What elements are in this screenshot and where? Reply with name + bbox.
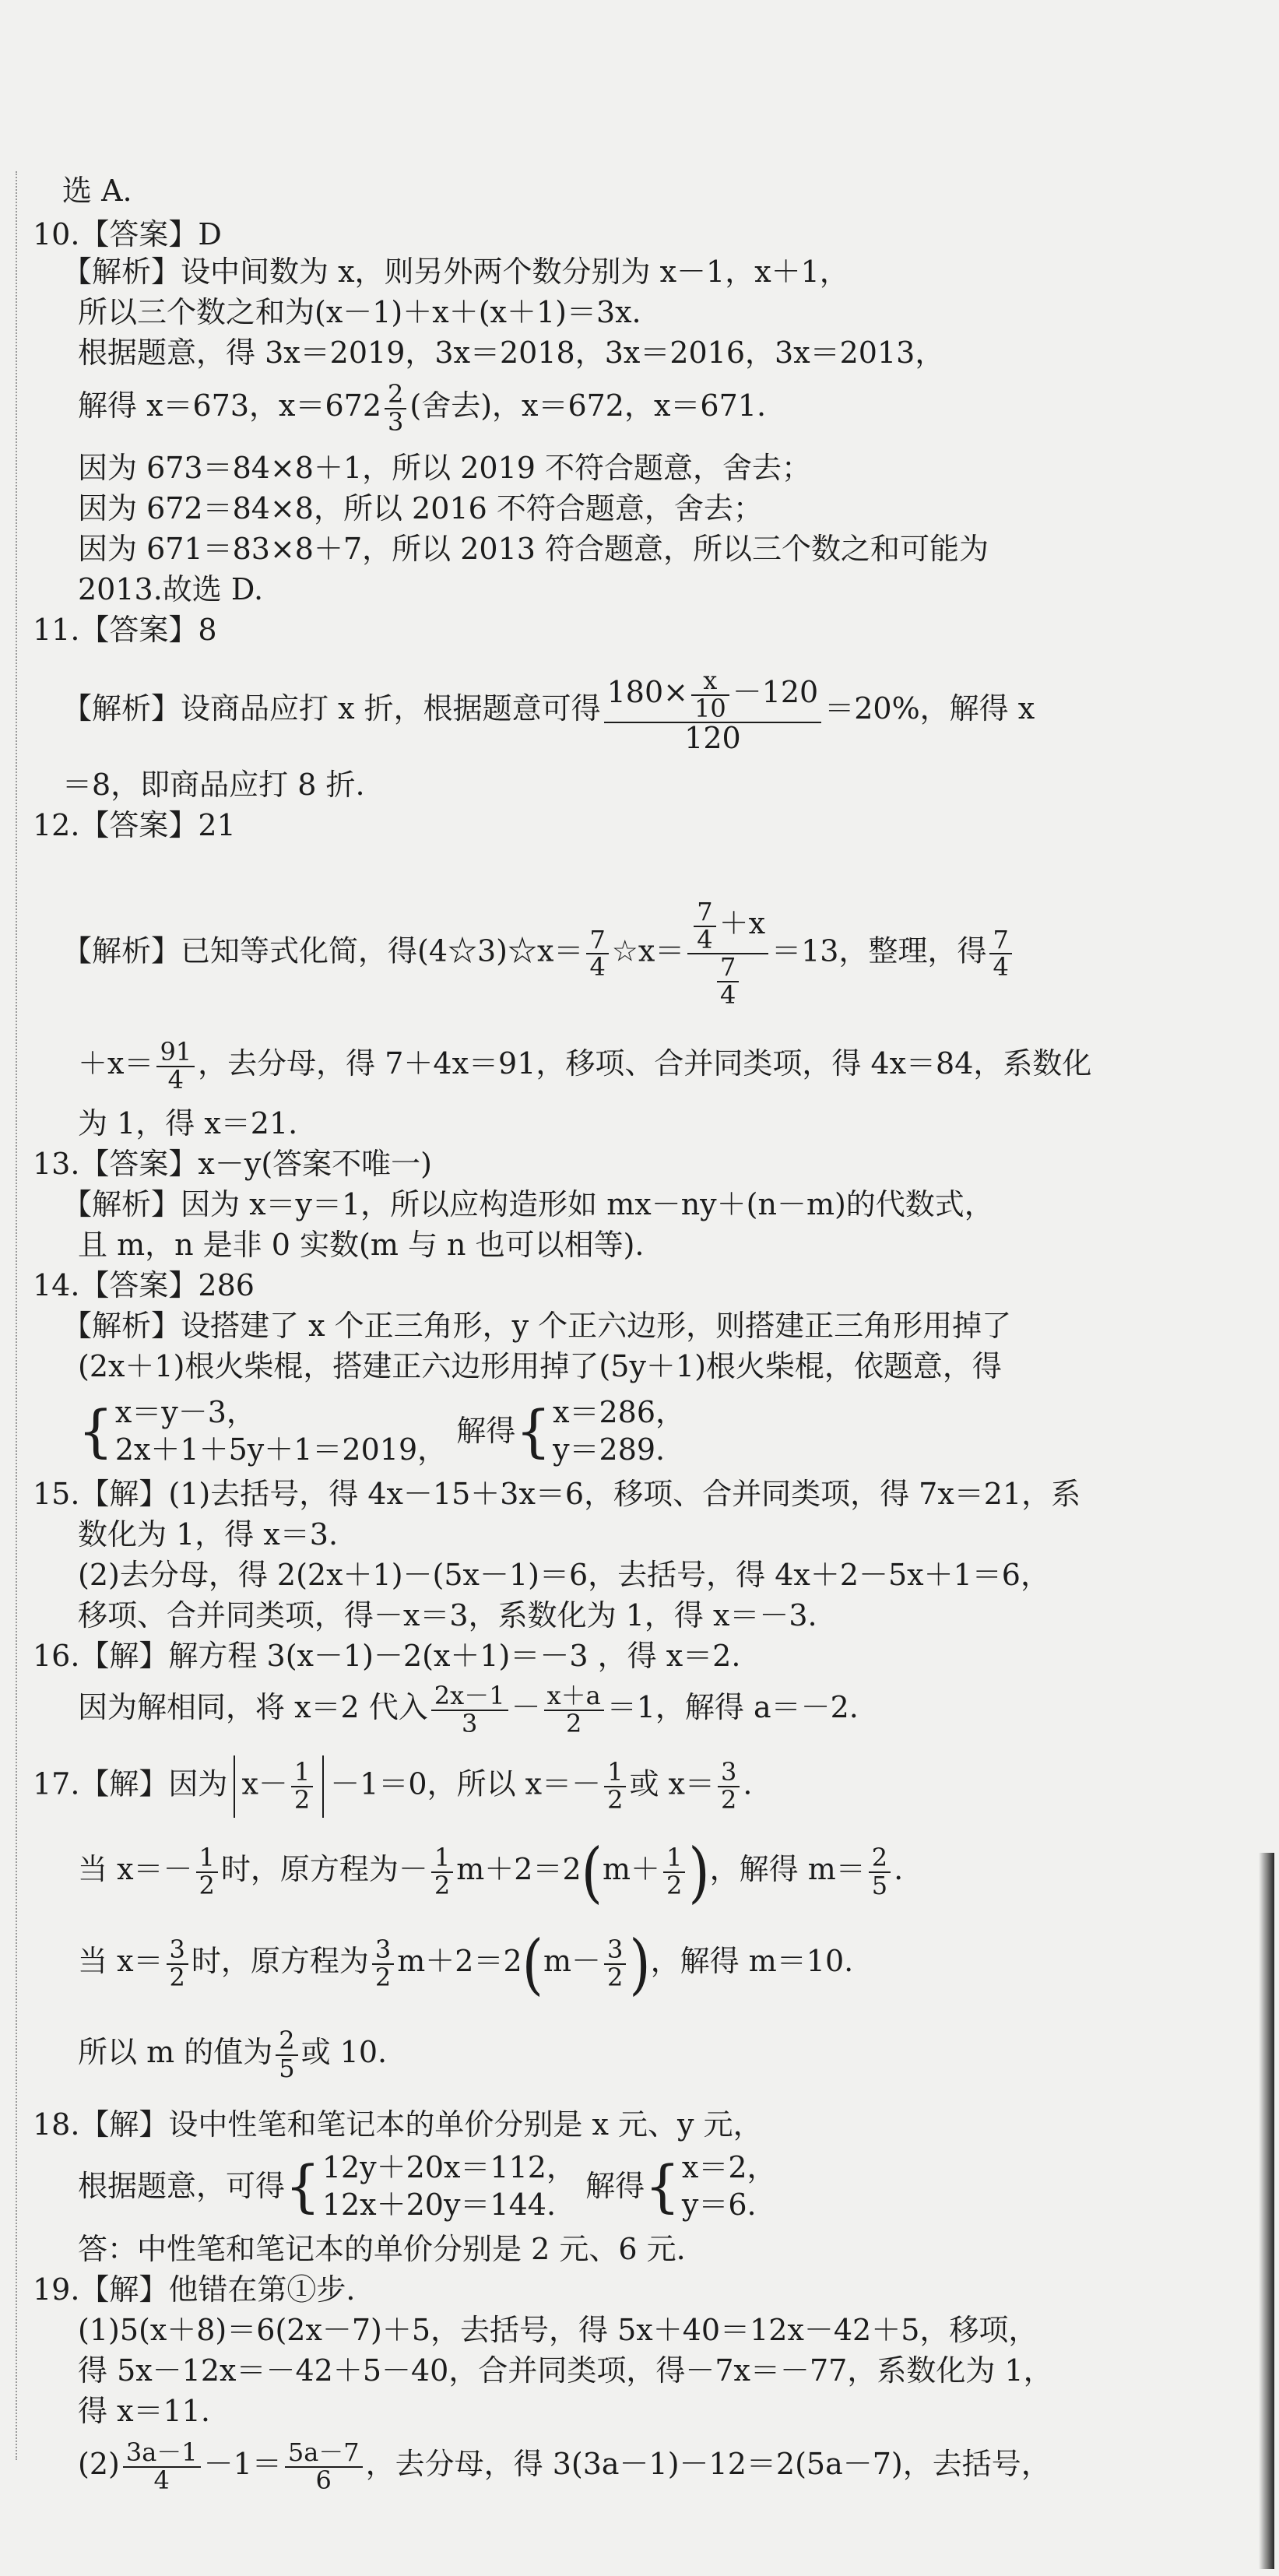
q12-line-2: ＋x＝ $\frac{91}{4}$ ，去分母，得 7＋4x＝91，移项、合并同类项，得 4x＝84，系数化 — [78, 1037, 1092, 1095]
fraction: $\frac{5a-7}{6}$ — [285, 2440, 363, 2493]
fraction: $\frac{7}{4}$ — [586, 927, 608, 981]
q19-line-2: (1)5(x＋8)＝6(2x－7)＋5，去括号，得 5x＋40＝12x－42＋5，移项， — [78, 2313, 1038, 2347]
q17-line-2: 当 x＝－ $\frac{1}{2}$ 时，原方程为－ $\frac{1}{2}$ m＋2＝2(m＋ $\frac{1}{2}$ )，解得 m＝ $\frac{2}{5}$ . — [78, 1833, 904, 1910]
q13-line-2: 且 m，n 是非 0 实数(m 与 n 也可以相等). — [78, 1228, 645, 1262]
fraction: $\frac{1}{2}$ — [604, 1759, 626, 1813]
q16-line-2: 因为解相同，将 x＝2 代入 $\frac{2x-1}{3}$ － $\frac{x+a}{2}$ ＝1，解得 a＝－2. — [78, 1681, 859, 1738]
q19-line-1: 19.【解】他错在第①步. — [33, 2272, 356, 2307]
q11-line-2: ＝8，即商品应打 8 折. — [62, 768, 365, 802]
scan-shadow-edge — [1259, 1853, 1274, 2569]
fraction: $\frac{2}{5}$ — [869, 1845, 891, 1899]
q12-line-3: 为 1，得 x＝21. — [78, 1106, 298, 1140]
q13-answer: 13.【答案】x－y(答案不唯一) — [33, 1147, 432, 1181]
q14-system: { x＝y－3， 2x＋1＋5y＋1＝2019， 解得{ x＝286， y＝289. — [78, 1395, 686, 1467]
q15-line-3: (2)去分母，得 2(2x＋1)－(5x－1)＝6，去括号，得 4x＋2－5x＋1＝6， — [78, 1558, 1050, 1592]
fraction: $\frac{2}{3}$ — [385, 381, 406, 435]
q18-line-1: 18.【解】设中性笔和笔记本的单价分别是 x 元、y 元， — [33, 2107, 763, 2142]
q12-line-1: 【解析】已知等式化简，得(4☆3)☆x＝ $\frac{7}{4}$ ☆x＝ $\frac{7}{4}$ ＋x $\frac{7}{4}$ ＝13，整理，得 $\frac{7}{4}$ — [62, 899, 1015, 1008]
fraction: $\frac{3}{2}$ — [604, 1937, 626, 1991]
q18-line-3: 答：中性笔和笔记本的单价分别是 2 元、6 元. — [78, 2232, 686, 2266]
q10-line-1: 【解析】设中间数为 x，则另外两个数分别为 x－1，x＋1， — [62, 255, 849, 289]
fraction: $\frac{3}{2}$ — [372, 1937, 394, 1991]
fraction: $\frac{1}{2}$ — [196, 1845, 218, 1899]
q14-line-1: 【解析】设搭建了 x 个正三角形，y 个正六边形，则搭建正三角形用掉了 — [62, 1309, 1012, 1343]
q12-answer: 12.【答案】21 — [33, 808, 236, 842]
q10-line-4: 解得 x＝673，x＝672 $\frac{2}{3}$ (舍去)，x＝672，x＝671. — [78, 379, 767, 437]
q10-answer: 10.【答案】D — [33, 217, 222, 251]
q19-line-5: (2) $\frac{3a-1}{4}$ －1＝ $\frac{5a-7}{6}$ ，去分母，得 3(3a－1)－12＝2(5a－7)，去括号， — [78, 2437, 1051, 2495]
fraction: $\frac{1}{2}$ — [291, 1759, 313, 1813]
q16-line-1: 16.【解】解方程 3(x－1)－2(x＋1)＝－3 ，得 x＝2. — [33, 1639, 741, 1673]
fraction: $\frac{91}{4}$ — [156, 1039, 195, 1093]
q15-line-4: 移项、合并同类项，得－x＝3，系数化为 1，得 x＝－3. — [78, 1598, 817, 1632]
q15-line-2: 数化为 1，得 x＝3. — [78, 1517, 339, 1552]
fraction: $\frac{7}{4}$ — [989, 927, 1011, 981]
q14-answer: 14.【答案】286 — [33, 1268, 255, 1302]
q10-line-8: 2013.故选 D. — [78, 572, 264, 606]
q19-line-3: 得 5x－12x＝－42＋5－40，合并同类项，得－7x＝－77，系数化为 1， — [78, 2353, 1053, 2388]
q19-line-4: 得 x＝11. — [78, 2394, 210, 2428]
q18-system: 根据题意，可得{ 12y＋20x＝112， 12x＋20y＝144. 解得{ x＝2， y＝6. — [78, 2150, 777, 2222]
q10-line-2: 所以三个数之和为(x－1)＋x＋(x＋1)＝3x. — [78, 295, 641, 329]
fraction: $\frac{3}{2}$ — [167, 1937, 188, 1991]
fraction: $\frac{3}{2}$ — [718, 1759, 740, 1813]
fraction: $\frac{7}{4}$ ＋x $\frac{7}{4}$ — [687, 899, 768, 1008]
fraction: 180× $\frac{x}{10}$ －120 120 — [604, 668, 822, 754]
margin-dotted-rule — [16, 171, 17, 2460]
q10-line-6: 因为 672＝84×8，所以 2016 不符合题意，舍去； — [78, 491, 763, 525]
fraction: $\frac{1}{2}$ — [663, 1845, 685, 1899]
q13-line-1: 【解析】因为 x＝y＝1，所以应构造形如 mx－ny＋(n－m)的代数式， — [62, 1187, 994, 1221]
q11-answer: 11.【答案】8 — [33, 613, 217, 647]
fraction: $\frac{x+a}{2}$ — [544, 1683, 604, 1737]
q11-line-1: 【解析】设商品应打 x 折，根据题意可得 180× $\frac{x}{10}$ －120 120 ＝20%，解得 x — [62, 666, 1035, 756]
q10-line-7: 因为 671＝83×8＋7，所以 2013 符合题意，所以三个数之和可能为 — [78, 532, 989, 566]
q17-line-4: 所以 m 的值为 $\frac{2}{5}$ 或 10. — [78, 2026, 388, 2083]
q9-tail: 选 A. — [62, 174, 132, 208]
q10-line-3: 根据题意，得 3x＝2019，3x＝2018，3x＝2016，3x＝2013， — [78, 336, 945, 370]
q17-line-1: 17.【解】因为 x－ $\frac{1}{2}$ －1＝0，所以 x＝－ $\frac{1}{2}$ 或 x＝ $\frac{3}{2}$ . — [33, 1755, 752, 1818]
fraction: $\frac{2x-1}{3}$ — [431, 1683, 508, 1737]
q15-line-1: 15.【解】(1)去括号，得 4x－15＋3x＝6，移项、合并同类项，得 7x＝21，系 — [33, 1477, 1081, 1511]
fraction: $\frac{2}{5}$ — [276, 2028, 297, 2082]
fraction: $\frac{1}{2}$ — [431, 1845, 453, 1899]
q17-line-3: 当 x＝ $\frac{3}{2}$ 时，原方程为 $\frac{3}{2}$ m＋2＝2(m－ $\frac{3}{2}$ )，解得 m＝10. — [78, 1925, 854, 2002]
q10-line-5: 因为 673＝84×8＋1，所以 2019 不符合题意，舍去； — [78, 451, 812, 485]
q14-line-2: (2x＋1)根火柴棍，搭建正六边形用掉了(5y＋1)根火柴棍，依题意，得 — [78, 1349, 1002, 1383]
fraction: $\frac{3a-1}{4}$ — [123, 2440, 201, 2493]
